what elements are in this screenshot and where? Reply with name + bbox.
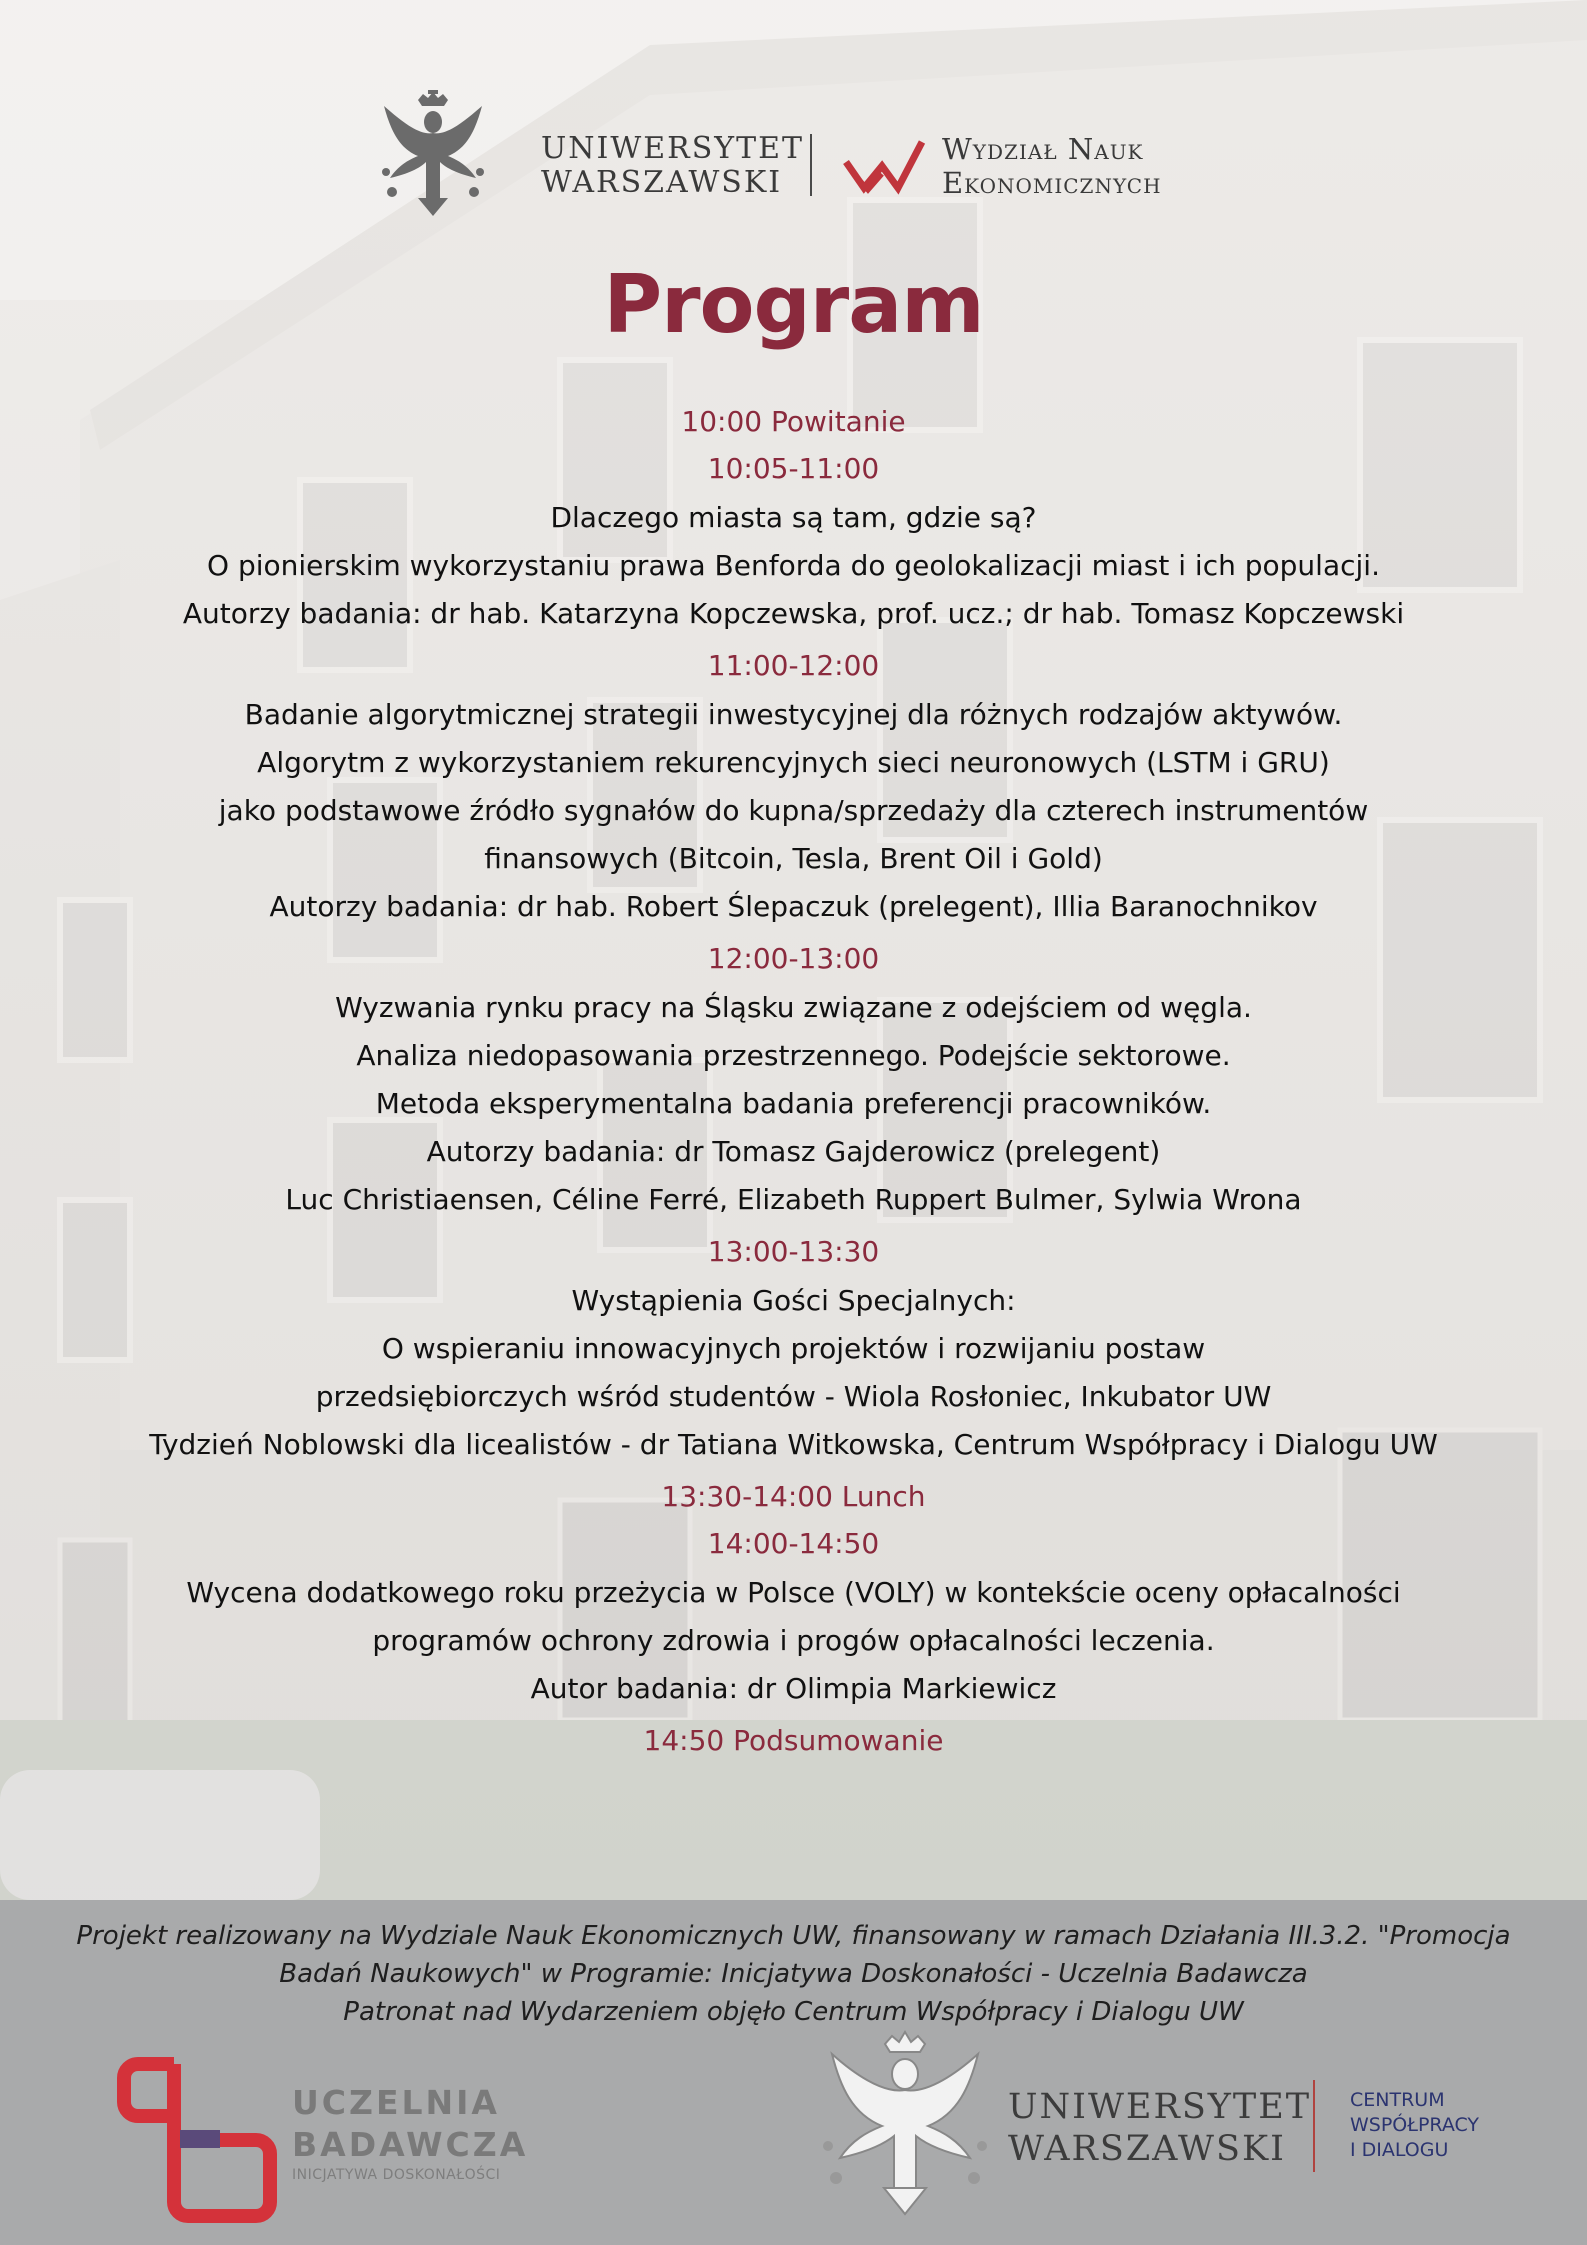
ub-name-line2: BADAWCZA: [292, 2125, 529, 2164]
program-description-line: Tydzień Noblowski dla licealistów - dr Tatiana Witkowska, Centrum Współpracy i Dialogu UW: [149, 1428, 1438, 1461]
wne-name-line1: Wydział Nauk: [942, 132, 1144, 166]
cwd-line2: WSPÓŁPRACY: [1350, 2114, 1480, 2136]
funding-note-line: Patronat nad Wydarzeniem objęło Centrum Współpracy i Dialogu UW: [343, 1997, 1244, 2027]
program-time-heading: 14:00-14:50: [707, 1527, 880, 1560]
program-list: [0, 403, 1587, 1766]
program-description-line: przedsiębiorczych wśród studentów - Wiola Rosłoniec, Inkubator UW: [315, 1380, 1272, 1413]
program-description-line: Autorzy badania: dr Tomasz Gajderowicz (prelegent): [426, 1135, 1161, 1168]
program-time-heading: 12:00-13:00: [707, 942, 880, 975]
program-time-heading: 13:00-13:30: [707, 1235, 880, 1268]
ub-subtitle: INICJATYWA DOSKONAŁOŚCI: [292, 2167, 501, 2183]
cwd-line3: I DIALOGU: [1350, 2139, 1449, 2161]
program-description-line: Autor badania: dr Olimpia Markiewicz: [530, 1672, 1057, 1705]
uw-footer-line2: WARSZAWSKI: [1008, 2129, 1286, 2169]
uw-footer-line1: UNIWERSYTET: [1008, 2087, 1312, 2127]
program-time-heading: 10:05-11:00: [707, 452, 880, 485]
wne-zigzag-icon: [842, 136, 926, 198]
program-description-line: Wycena dodatkowego roku przeżycia w Polsce (VOLY) w kontekście oceny opłacalności: [186, 1576, 1401, 1609]
program-description-line: Metoda eksperymentalna badania preferencji pracowników.: [375, 1087, 1212, 1120]
program-description-line: Algorytm z wykorzystaniem rekurencyjnych sieci neuronowych (LSTM i GRU): [257, 746, 1330, 779]
funding-note-line: Projekt realizowany na Wydziale Nauk Ekonomicznych UW, finansowany w ramach Działania III.3.2. "Promocja: [76, 1921, 1511, 1951]
program-time-heading: 14:50 Podsumowanie: [643, 1724, 944, 1757]
program-description-line: jako podstawowe źródło sygnałów do kupna/sprzedaży dla czterech instrumentów: [218, 794, 1369, 827]
program-description-line: O wspieraniu innowacyjnych projektów i rozwijaniu postaw: [381, 1332, 1206, 1365]
program-description-line: O pionierskim wykorzystaniu prawa Benforda do geolokalizacji miast i ich populacji.: [207, 549, 1380, 582]
program-description-line: Wyzwania rynku pracy na Śląsku związane z odejściem od węgla.: [335, 991, 1252, 1024]
header-logos: [0, 88, 1587, 218]
uw-eagle-footer-icon: [822, 2028, 988, 2218]
uw-eagle-icon: [378, 88, 488, 218]
uczelnia-badawcza-logo-icon: [116, 2056, 282, 2226]
cwd-line1: CENTRUM: [1350, 2089, 1445, 2111]
footer: [0, 1900, 1587, 2245]
funding-note-line: Badań Naukowych" w Programie: Inicjatywa Doskonałości - Uczelnia Badawcza: [279, 1959, 1308, 1989]
program-description-line: programów ochrony zdrowia i progów opłacalności leczenia.: [372, 1624, 1215, 1657]
program-description-line: Autorzy badania: dr hab. Katarzyna Kopczewska, prof. ucz.; dr hab. Tomasz Kopczewski: [182, 597, 1405, 630]
program-description-line: Analiza niedopasowania przestrzennego. Podejście sektorowe.: [356, 1039, 1231, 1072]
program-description-line: Badanie algorytmicznej strategii inwestycyjnej dla różnych rodzajów aktywów.: [244, 698, 1343, 731]
program-description-line: Luc Christiaensen, Céline Ferré, Elizabeth Ruppert Bulmer, Sylwia Wrona: [285, 1183, 1302, 1216]
funding-note: [0, 1917, 1587, 2031]
page-title: Program: [603, 258, 984, 351]
footer-divider: [1313, 2080, 1315, 2172]
wne-name-line2: Ekonomicznych: [942, 166, 1162, 200]
program-description-line: finansowych (Bitcoin, Tesla, Brent Oil i Gold): [484, 842, 1103, 875]
program-time-heading: 13:30-14:00 Lunch: [661, 1480, 926, 1513]
uw-name-line1: UNIWERSYTET: [541, 131, 804, 166]
header-divider: [810, 134, 812, 196]
program-time-heading: 11:00-12:00: [707, 649, 880, 682]
program-description-line: Dlaczego miasta są tam, gdzie są?: [550, 501, 1037, 534]
program-description-line: Wystąpienia Gości Specjalnych:: [571, 1284, 1016, 1317]
program-description-line: Autorzy badania: dr hab. Robert Ślepaczuk (prelegent), Illia Baranochnikov: [269, 890, 1318, 923]
ub-name-line1: UCZELNIA: [292, 2083, 500, 2122]
uw-name-line2: WARSZAWSKI: [541, 165, 783, 200]
program-time-heading: 10:00 Powitanie: [681, 405, 906, 438]
